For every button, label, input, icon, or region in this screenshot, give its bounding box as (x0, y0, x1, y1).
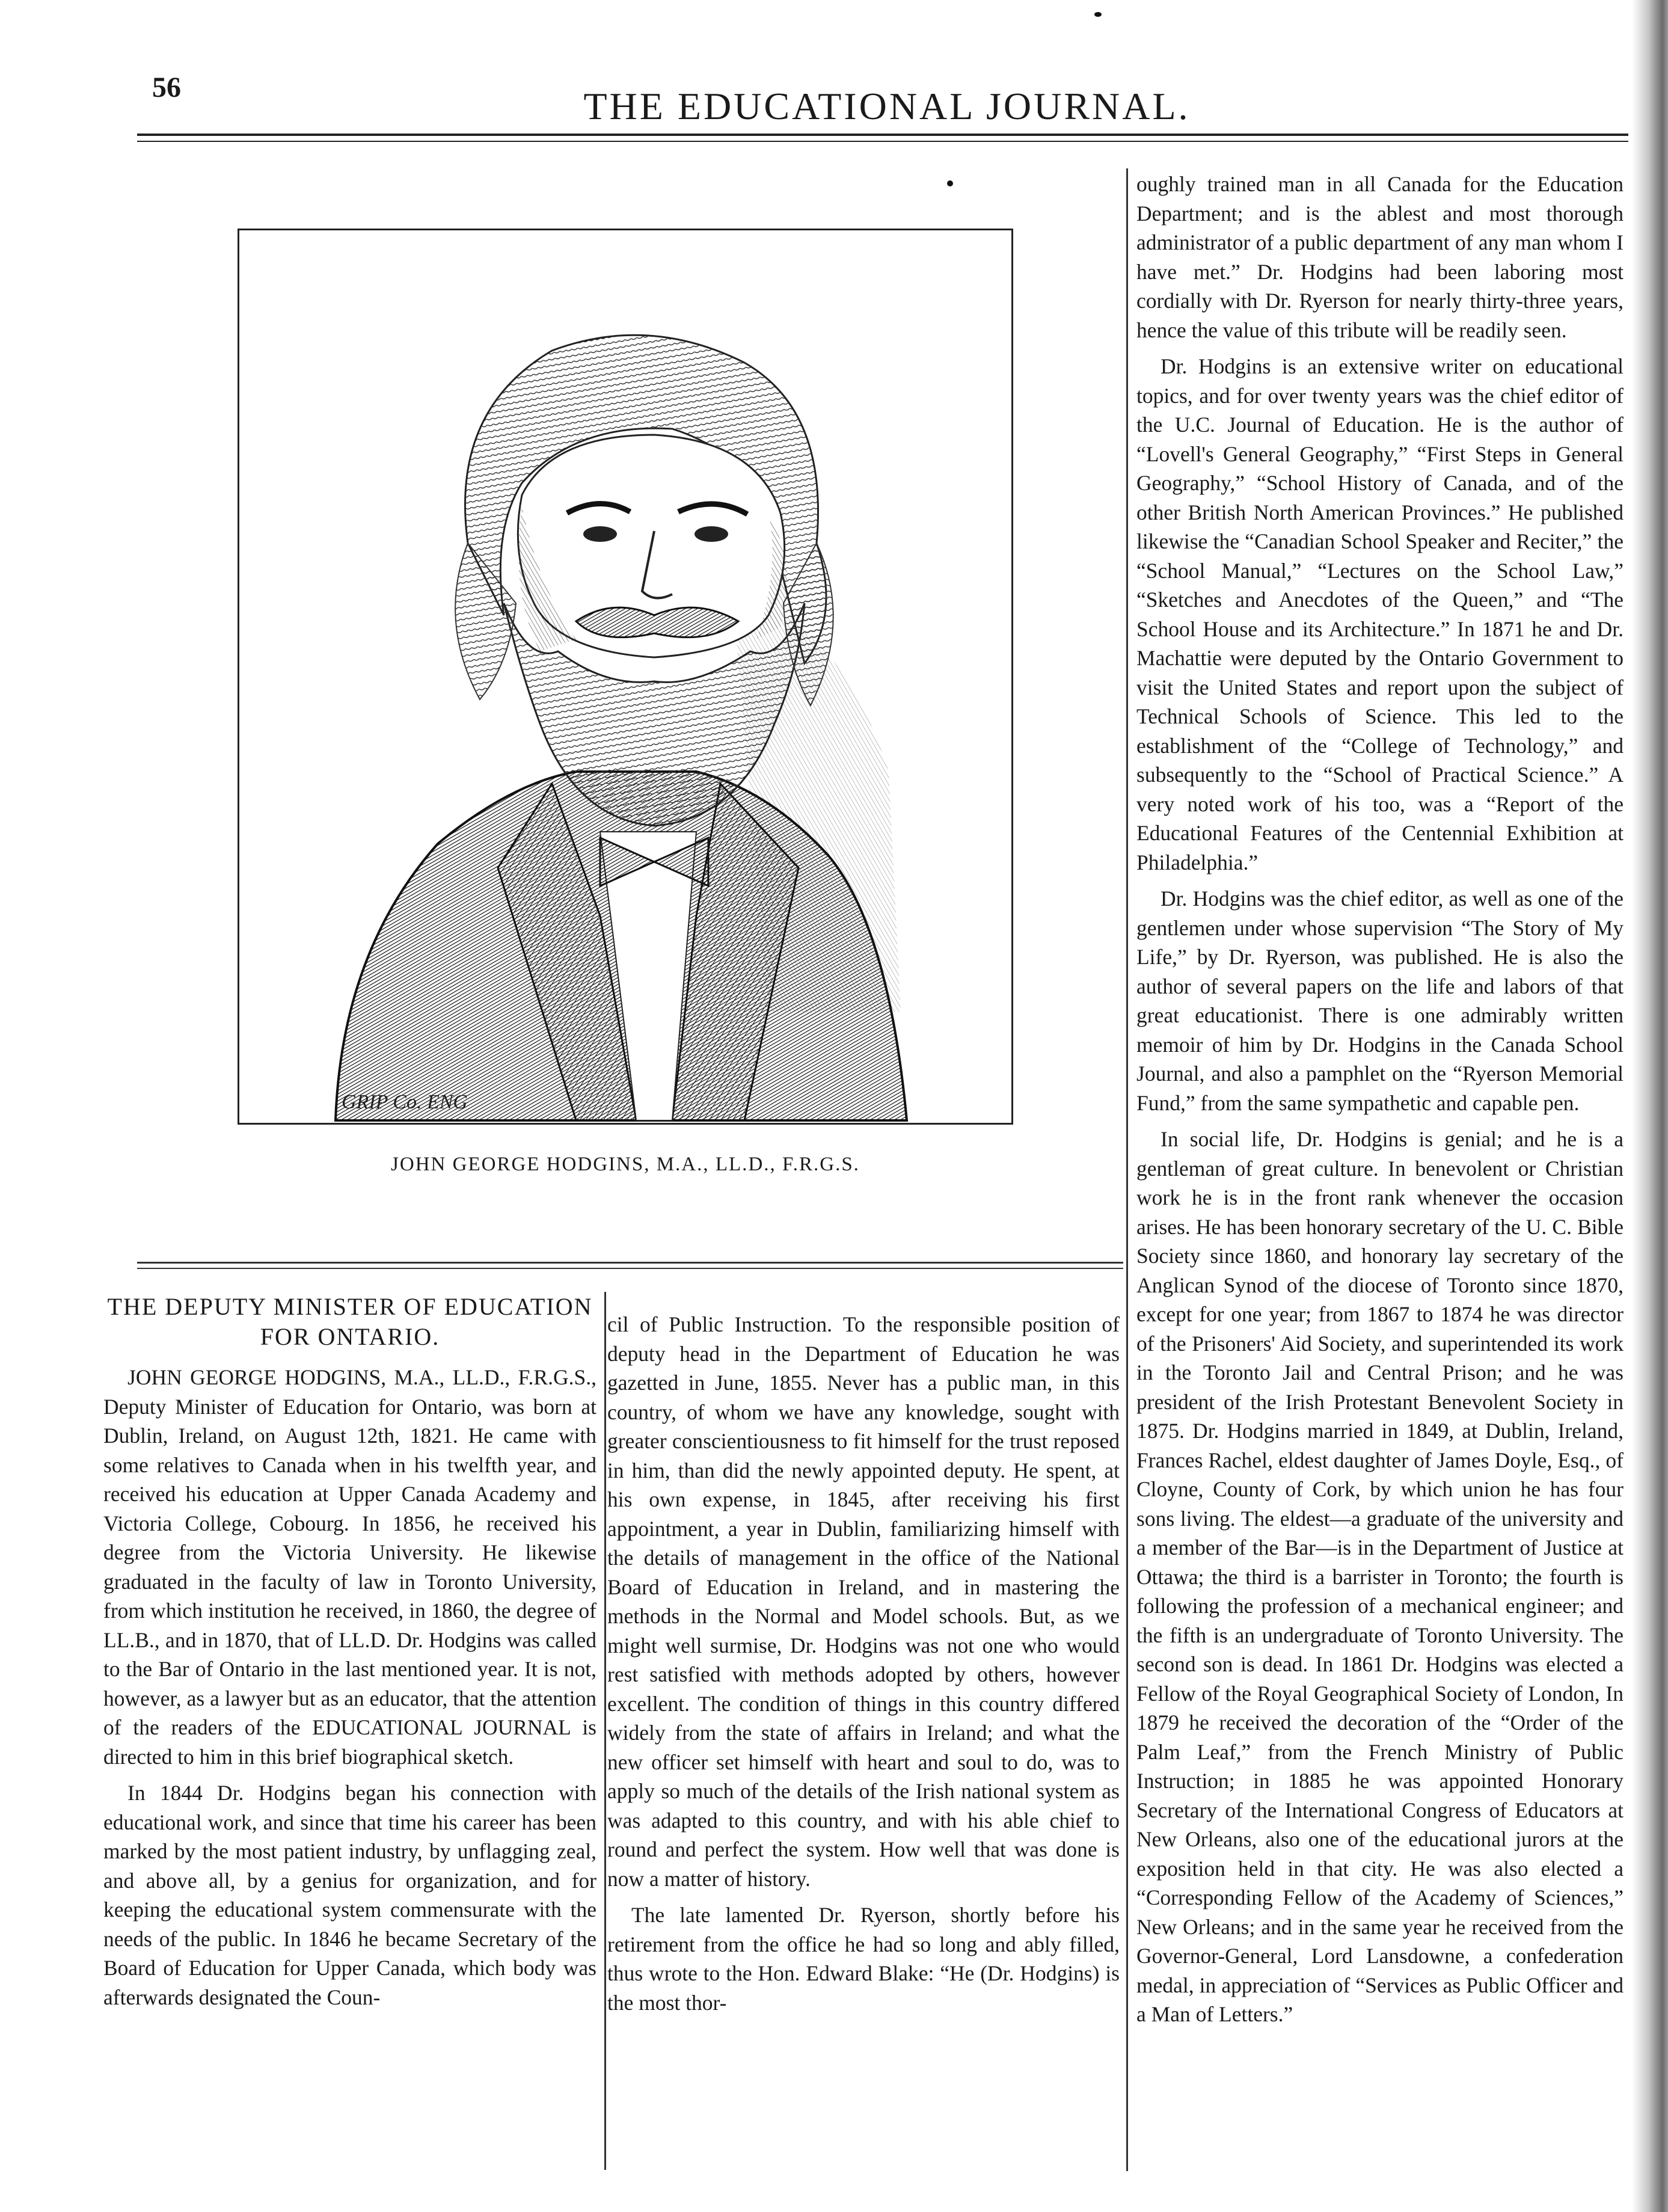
page-number: 56 (152, 72, 181, 103)
journal-title: THE EDUCATIONAL JOURNAL. (583, 85, 1191, 127)
article-heading: THE DEPUTY MINISTER OF EDUCATION FOR ONTARIO. (107, 1293, 593, 1350)
header-rule (137, 134, 1628, 136)
column-rule-right (1126, 168, 1128, 2171)
right-paragraph-3: Dr. Hodgins was the chief editor, as well as one of the gentlemen under whose supervision “The Story of My Life,” by Dr. Ryerson, was published. He is also the author of several papers on the life and labors of that great educationist. There is one admirably written memoir of him by Dr. Hodgins in the Canada School Journal, and also a pamphlet on the “Ryerson Memorial Fund,” from the same sympathetic and capable pen. (1136, 886, 1624, 1115)
page-edge-shadow (1632, 0, 1668, 2212)
print-speck (1094, 12, 1102, 17)
left-paragraph-2: In 1844 Dr. Hodgins began his connection with educational work, and since that time his career has been marked by the most patient industry, by unflagging zeal, and above all, by a genius for organization, and for keeping the educational system commensurate with the needs of the public. In 1846 he became Secretary of the Board of Education for Upper Canada, which body was afterwards designated the Coun- (103, 1781, 596, 2009)
left-column (103, 1292, 596, 2012)
right-paragraph-2: Dr. Hodgins is an extensive writer on educational topics, and for over twenty years was the chief editor of the U.C. Journal of Education. He is the author of “Lovell's General Geography,” “First Steps in General Geography,” “School History of Canada, and of the other British North American Provinces.” He published likewise the “Canadian School Speaker and Reciter,” the “School Manual,” “Lectures on the School Law,” “Sketches and Anecdotes of the Queen,” and “The School House and its Architecture.” In 1871 he and Dr. Machattie were deputed by the Ontario Government to visit the United States and report upon the subject of Technical Schools of Science. This led to the establishment of the “College of Technology,” and subsequently to the “School of Practical Science.” A very noted work of his too, was a “Report of the Educational Features of the Centennial Exhibition at Philadelphia.” (1136, 354, 1624, 874)
section-rule (137, 1262, 1123, 1264)
header-rule-thin (137, 141, 1628, 142)
portrait-frame (238, 229, 1013, 1125)
engraved-portrait-illustration (239, 230, 1011, 1123)
print-speck (947, 180, 953, 186)
middle-column (607, 1310, 1120, 2017)
middle-paragraph-2: The late lamented Dr. Ryerson, shortly before his retirement from the office he had so long and ably filled, thus wrote to the Hon. Edward Blake: “He (Dr. Hodgins) is the most thor- (607, 1903, 1120, 2015)
middle-paragraph-1: cil of Public Instruction. To the responsible position of deputy head in the Department of Education he was gazetted in June, 1855. Never has a public man, in this country, of whom we have any knowledge, sought with greater conscientiousness to fit himself for the trust reposed in him, than did the newly appointed deputy. He spent, at his own expense, in 1845, after receiving his first appointment, a year in Dublin, familiarizing himself with the details of management in the office of the National Board of Education in Ireland, and in mastering the methods in the Normal and Model schools. But, as we might well surmise, Dr. Hodgins was not one who would rest satisfied with methods adopted by others, however excellent. The condition of things in this country differed widely from the state of affairs in Ireland; and what the new officer set himself with heart and soul to do, was to apply so much of the details of the Irish national system as was adapted to this country, and with his able chief to round and perfect the system. How well that was done is now a matter of history. (607, 1312, 1120, 1891)
right-paragraph-1: oughly trained man in all Canada for the Education Department; and is the ablest and most thorough administrator of a public department of any man whom I have met.” Dr. Hodgins had been laboring most cordially with Dr. Ryerson for nearly thirty-three years, hence the value of this tribute will be readily seen. (1136, 172, 1624, 342)
left-paragraph-1: JOHN GEORGE HODGINS, M.A., LL.D., F.R.G.S., Deputy Minister of Education for Ontario, was born at Dublin, Ireland, on August 12th, 1821. He came with some relatives to Canada when in his twelfth year, and received his education at Upper Canada Academy and Victoria College, Cobourg. In 1856, he received his degree from the Victoria University. He likewise graduated in the faculty of law in Toronto University, from which institution he received, in 1860, the degree of LL.B., and in 1870, that of LL.D. Dr. Hodgins was called to the Bar of Ontario in the last mentioned year. It is not, however, as a lawyer but as an educator, that the attention of the readers of the EDUCATIONAL JOURNAL is directed to him in this brief biographical sketch. (103, 1365, 596, 1769)
section-rule-thin (137, 1268, 1123, 1269)
column-rule-lower (604, 1292, 606, 2170)
portrait-caption: JOHN GEORGE HODGINS, M.A., LL.D., F.R.G.S. (391, 1154, 860, 1175)
right-column (1136, 170, 1624, 2029)
engraver-signature: GRIP Co. ENG (342, 1091, 468, 1113)
right-paragraph-4: In social life, Dr. Hodgins is genial; and he is a gentleman of great culture. In benevolent or Christian work he is in the front rank whenever the occasion arises. He has been honorary secretary of the U. C. Bible Society since 1860, and honorary lay secretary of the Anglican Synod of the diocese of Toronto since 1870, except for one year; from 1867 to 1874 he was director of the Prisoners' Aid Society, and superintended its work in the Toronto Jail and Central Prison; and he was president of the Irish Protestant Benevolent Society in 1875. Dr. Hodgins married in 1849, at Dublin, Ireland, Frances Rachel, eldest daughter of James Doyle, Esq., of Cloyne, County of Cork, by which union he has four sons living. The eldest—a graduate of the university and a member of the Bar—is in the Department of Justice at Ottawa; the third is a barrister in Toronto; the fourth is following the profession of a mechanical engineer; and the fifth is an undergraduate of Toronto University. The second son is dead. In 1861 Dr. Hodgins was elected a Fellow of the Royal Geographical Society of London, In 1879 he received the decoration of the “Order of the Palm Leaf,” from the French Ministry of Public Instruction; in 1885 he was appointed Honorary Secretary of the International Congress of Educators at New Orleans, also one of the educational jurors at the exposition held in that city. He was also elected a “Corresponding Fellow of the Academy of Sciences,” New Orleans; and in the same year he received from the Governor-General, Lord Lansdowne, a confederation medal, in appreciation of “Services as Public Officer and a Man of Letters.” (1136, 1127, 1624, 2026)
